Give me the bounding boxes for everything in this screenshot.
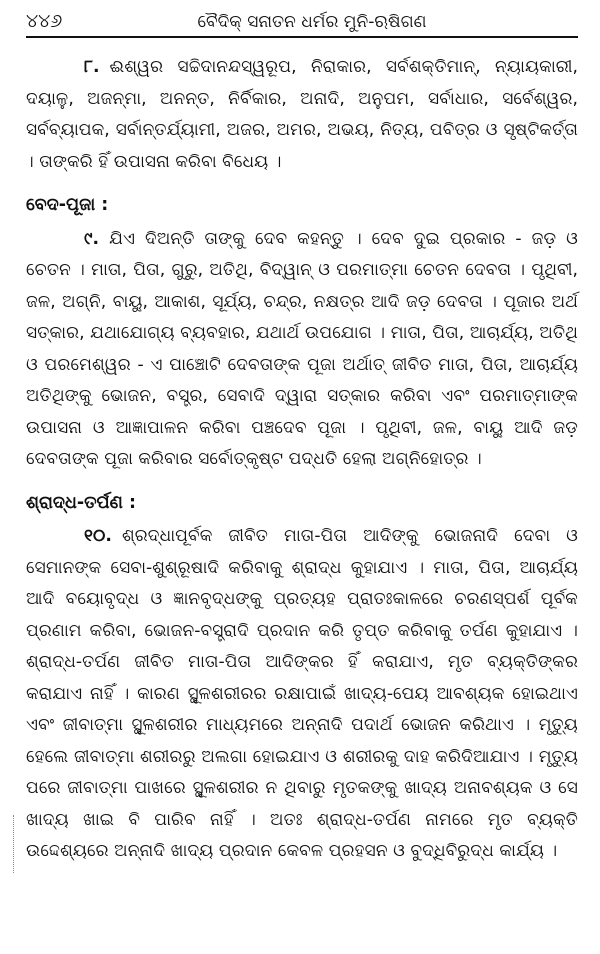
spacer <box>26 476 578 484</box>
page-body <box>26 38 578 868</box>
paragraph-8 <box>26 52 578 178</box>
running-header <box>26 0 578 38</box>
paragraph-text: ଯିଏ ଦିଅନ୍ତି ତାଙ୍କୁ ଦେବ କହନ୍ତୁ । ଦେବ ଦୁଇ ପ୍ରକାର - ଜଡ଼ ଓ ଚେତନ । ମାତା, ପିତା, ଗୁରୁ, ଅତିଥି, ବିଦ୍ୱାନ୍ ଓ ପରମାତ୍ମା ଚେତନ ଦେବତା । ପୃଥିବୀ, ଜଳ, ଅଗ୍ନି, ବାୟୁ, ଆକାଶ, ସୂର୍ଯ୍ୟ, ଚନ୍ଦ୍ର, ନକ୍ଷତ୍ର ଆଦି ଜଡ଼ ଦେବତା । ପୂଜାର ଅର୍ଥ ସତ୍କାର, ଯଥାଯୋଗ୍ୟ ବ୍ୟବହାର, ଯଥାର୍ଥ ଉପଯୋଗ । ମାତା, ପିତା, ଆଚାର୍ଯ୍ୟ, ଅତିଥି ଓ ପରମେଶ୍ୱର - ଏ ପାଞ୍ଚୋଟି ଦେବତାଙ୍କ ପୂଜା ଅର୍ଥାତ୍ ଜୀବିତ ମାତା, ପିତା, ଆଚାର୍ଯ୍ୟ ଅତିଥିଙ୍କୁ ଭୋଜନ, ବସ୍ତ୍ର, ସେବାଦି ଦ୍ୱାରା ସତ୍କାର କରିବା ଏବଂ ପରମାତ୍ମାଙ୍କ ଉପାସନା ଓ ଆଜ୍ଞାପାଳନ କରିବା ପଞ୍ଚଦେବ ପୂଜା । ପୃଥିବୀ, ଜଳ, ବାୟୁ ଆଦି ଜଡ଼ ଦେବତାଙ୍କ ପୂଜା କରିବାର ସର୍ବୋତ୍କୃଷ୍ଟ ପଦ୍ଧତି ହେଲା ଅଗ୍ନିହୋତ୍ର । <box>26 228 578 469</box>
paragraph-10 <box>26 521 578 868</box>
page-number: ୪୪୬ <box>26 10 63 32</box>
paragraph-9 <box>26 224 578 476</box>
section-heading-shraddha-tarpana: ଶ୍ରାଦ୍ଧ-ତର୍ପଣ : <box>26 492 136 513</box>
margin-mark <box>13 815 16 873</box>
running-title: ବୈଦିକ୍ ସନାତନ ଧର୍ମର ମୁନି-ଋଷିଗଣ <box>197 12 427 32</box>
paragraph-number: ୯. <box>84 228 100 249</box>
paragraph-number: ୧୦. <box>84 526 112 546</box>
paragraph-number: ୮. <box>84 57 100 77</box>
paragraph-text: ଈଶ୍ୱର ସଚ୍ଚିଦାନନ୍ଦସ୍ୱରୂପ, ନିରାକାର, ସର୍ବଶକ୍ତିମାନ୍, ନ୍ୟାୟକାରୀ, ଦୟାଳୁ, ଅଜନ୍ମା, ଅନନ୍ତ, ନିର୍ବିକାର, ଅନାଦି, ଅନୁପମ, ସର୍ବାଧାର, ସର୍ବେଶ୍ୱର, ସର୍ବବ୍ୟାପକ, ସର୍ବାନ୍ତର୍ଯ୍ୟାମୀ, ଅଜର, ଅମର, ଅଭୟ, ନିତ୍ୟ, ପବିତ୍ର ଓ ସୃଷ୍ଟିକର୍ତ୍ତା । ତାଙ୍କରି ହିଁ ଉପାସନା କରିବା ବିଧେୟ । <box>26 57 578 172</box>
section-heading-veda-puja: ବେଦ-ପୂଜା : <box>26 195 109 215</box>
paragraph-text: ଶ୍ରଦ୍ଧାପୂର୍ବକ ଜୀବିତ ମାତା-ପିତା ଆଦିଙ୍କୁ ଭୋଜନାଦି ଦେବା ଓ ସେମାନଙ୍କ ସେବା-ଶୁଶ୍ରୂଷାଦି କରିବାକୁ ଶ୍ରାଦ୍ଧ କୁହାଯାଏ । ମାତା, ପିତା, ଆଚାର୍ଯ୍ୟ ଆଦି ବୟୋବୃଦ୍ଧ ଓ ଜ୍ଞାନବୃଦ୍ଧଙ୍କୁ ପ୍ରତ୍ୟହ ପ୍ରାତଃକାଳରେ ଚରଣସ୍ପର୍ଶ ପୂର୍ବକ ପ୍ରଣାମ କରିବା, ଭୋଜନ-ବସ୍ତ୍ରାଦି ପ୍ରଦାନ କରି ତୃପ୍ତ କରିବାକୁ ତର୍ପଣ କୁହାଯାଏ । ଶ୍ରାଦ୍ଧ-ତର୍ପଣ ଜୀବିତ ମାତା-ପିତା ଆଦିଙ୍କର ହିଁ କରାଯାଏ, ମୃତ ବ୍ୟକ୍ତିଙ୍କର କରାଯାଏ ନାହିଁ । କାରଣ ସ୍ଥୂଳଶରୀରର ରକ୍ଷାପାଇଁ ଖାଦ୍ୟ-ପେୟ ଆବଶ୍ୟକ ହୋଇଥାଏ ଏବଂ ଜୀବାତ୍ମା ସ୍ଥୂଳଶରୀର ମାଧ୍ୟମରେ ଅନ୍ନାଦି ପଦାର୍ଥ ଭୋଜନ କରିଥାଏ । ମୃତ୍ୟୁ ହେଲେ ଜୀବାତ୍ମା ଶରୀରରୁ ଅଲଗା ହୋଇଯାଏ ଓ ଶରୀରକୁ ଦାହ କରିଦିଆଯାଏ । ମୃତ୍ୟୁ ପରେ ଜୀବାତ୍ମା ପାଖରେ ସ୍ଥୂଳଶରୀର ନ ଥିବାରୁ ମୃତକଙ୍କୁ ଖାଦ୍ୟ ଅନାବଶ୍ୟକ ଓ ସେ ଖାଦ୍ୟ ଖାଇ ବି ପାରିବ ନାହିଁ । ଅତଃ ଶ୍ରାଦ୍ଧ-ତର୍ପଣ ନାମରେ ମୃତ ବ୍ୟକ୍ତି ଉଦ୍ଦେଶ୍ୟରେ ଅନ୍ନାଦି ଖାଦ୍ୟ ପ୍ରଦାନ କେବଳ ପ୍ରହସନ ଓ ବୁଦ୍ଧିବିରୁଦ୍ଧ କାର୍ଯ୍ୟ । <box>26 526 578 861</box>
spacer <box>26 178 578 186</box>
